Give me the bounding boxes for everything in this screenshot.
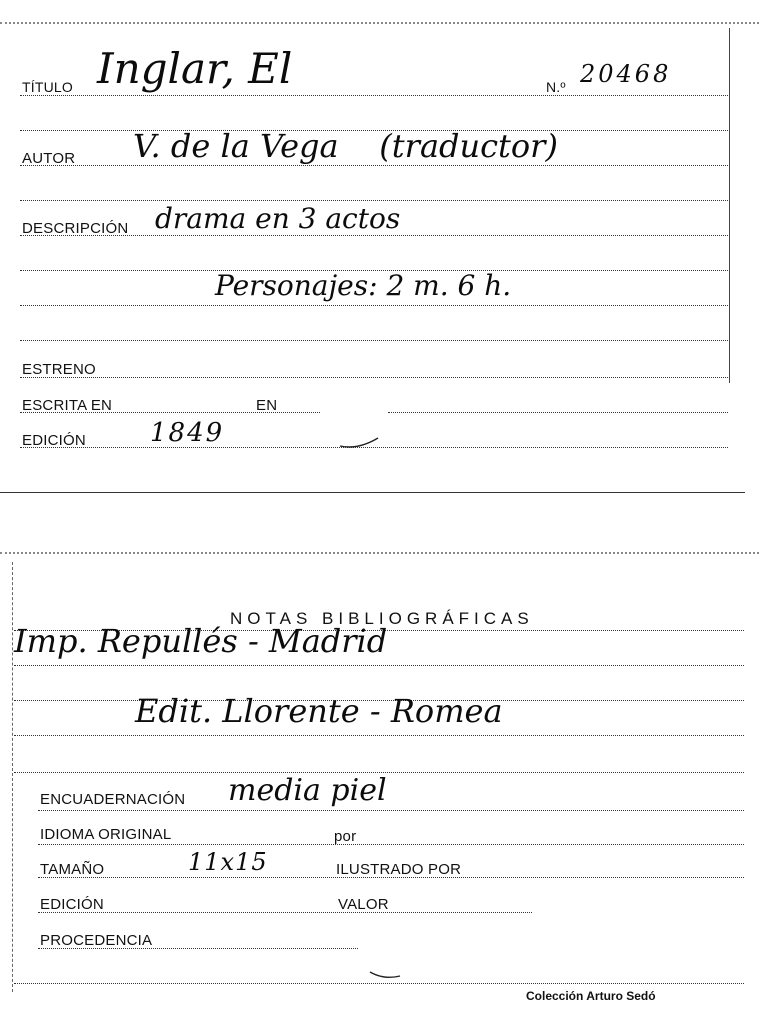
encuadernacion-value: media piel: [228, 773, 387, 808]
rule-encuadernacion: [38, 810, 744, 811]
rule-estreno: [20, 377, 728, 378]
personajes-value: Personajes: 2 m. 6 h.: [215, 269, 512, 302]
pen-stroke-mark: [338, 436, 380, 450]
ilustrado-por-label: ILUSTRADO POR: [336, 861, 462, 878]
coleccion-credit: Colección Arturo Sedó: [526, 989, 656, 1003]
numero-label: N.º: [546, 79, 566, 95]
pen-stroke-mark-2: [368, 968, 402, 982]
descripcion-value: drama en 3 actos: [155, 202, 401, 235]
edicion-bottom-label: EDICIÓN: [40, 896, 104, 913]
edicion-label: EDICIÓN: [22, 432, 86, 449]
titulo-value: Inglar, El: [97, 44, 293, 93]
autor-label: AUTOR: [22, 150, 76, 167]
encuadernacion-label: ENCUADERNACIÓN: [40, 791, 186, 808]
nota-editorial: Edit. Llorente - Romea: [135, 692, 503, 730]
por-label: por: [334, 828, 357, 845]
rule-blank-2: [20, 200, 728, 201]
rule-blank-4: [20, 340, 728, 341]
card-right-edge: [729, 28, 730, 383]
tamano-label: TAMAÑO: [40, 861, 105, 878]
rule-bottom: [14, 983, 744, 984]
estreno-label: ESTRENO: [22, 361, 96, 378]
edicion-value: 1849: [150, 418, 225, 448]
rule-idioma: [38, 844, 744, 845]
nota-imprenta: Imp. Repullés - Madrid: [14, 622, 388, 660]
card-bottom-edge: [0, 492, 745, 493]
catalog-card-bottom: [0, 540, 759, 1028]
escrita-en-label: ESCRITA EN: [22, 397, 113, 414]
rule-autor: [20, 165, 728, 166]
valor-label: VALOR: [338, 896, 389, 913]
numero-value: 20468: [580, 60, 672, 88]
rule-escrita-right: [388, 412, 728, 413]
catalog-card-top: [0, 0, 759, 495]
tamano-value: 11x15: [188, 848, 268, 876]
titulo-label: TÍTULO: [22, 79, 73, 95]
en-label: EN: [256, 397, 278, 414]
rule-nota-1: [14, 665, 744, 666]
card-top-edge: [0, 22, 759, 24]
autor-value: V. de la Vega (traductor): [133, 127, 558, 165]
procedencia-label: PROCEDENCIA: [40, 932, 153, 949]
notas-heading: NOTAS BIBLIOGRÁFICAS: [230, 609, 534, 628]
rule-nota-2: [14, 735, 744, 736]
card-bottom-top-edge: [0, 552, 759, 554]
idioma-original-label: IDIOMA ORIGINAL: [40, 826, 172, 843]
card-left-edge: [12, 562, 13, 992]
rule-titulo: [20, 95, 728, 96]
descripcion-label: DESCRIPCIÓN: [22, 220, 129, 237]
rule-edicion-valor: [38, 912, 532, 913]
rule-personajes: [20, 305, 728, 306]
